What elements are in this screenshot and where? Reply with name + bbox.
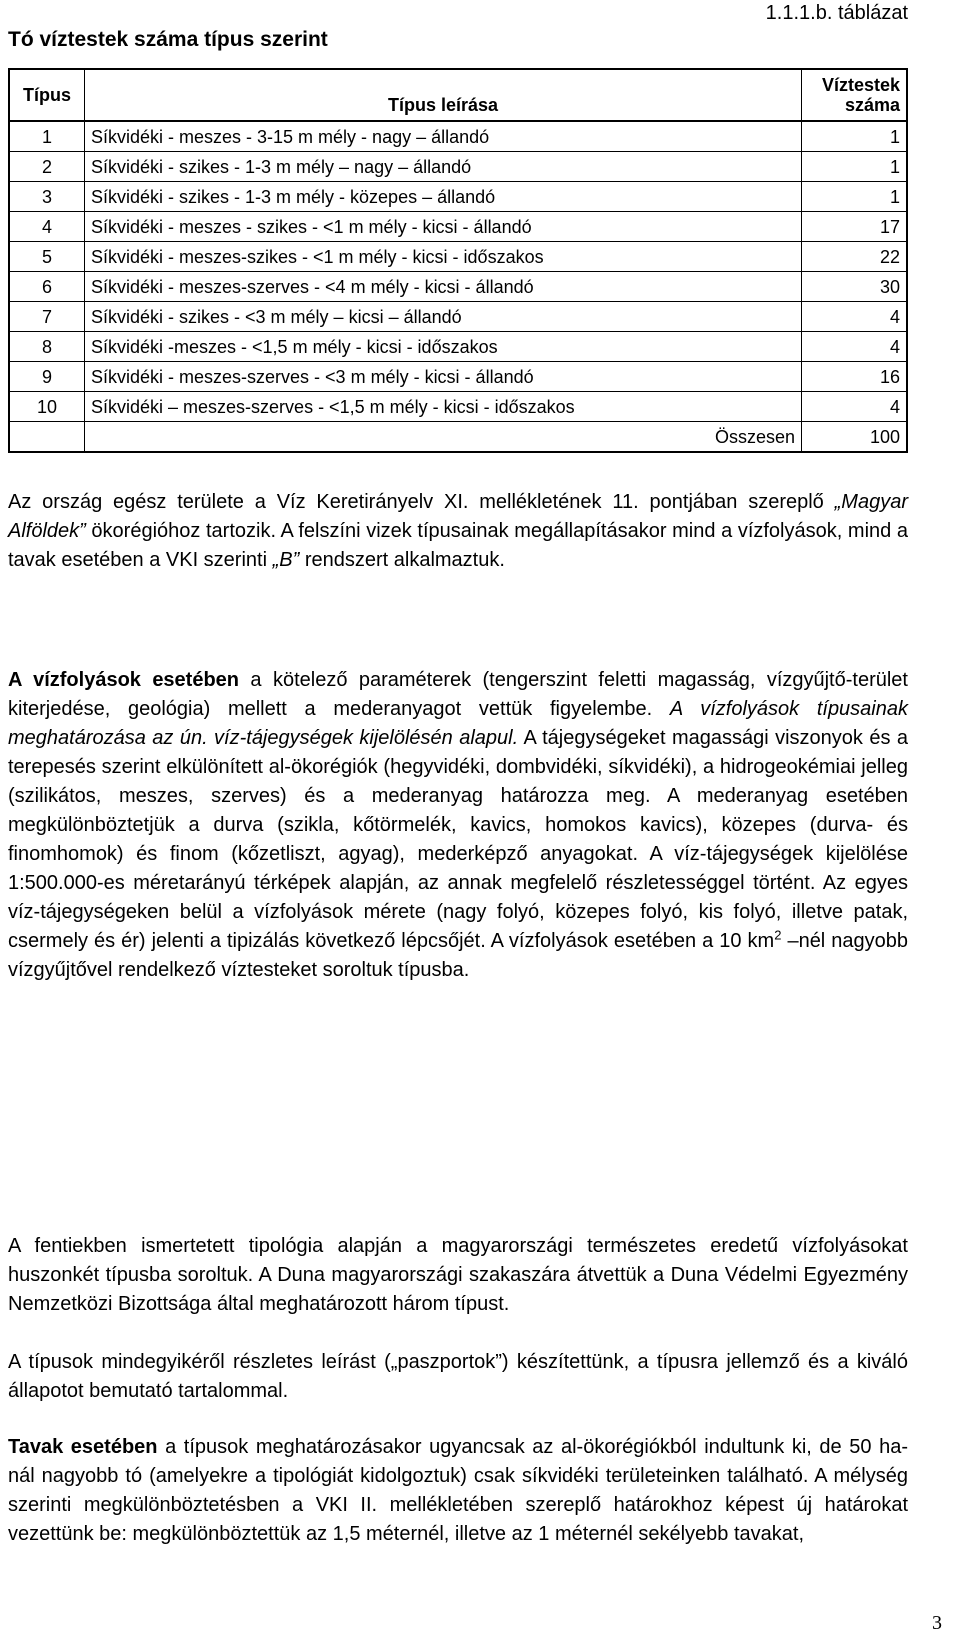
row-type: 1 [9, 121, 85, 152]
paragraph-passports [8, 1348, 908, 1406]
table-row [9, 272, 907, 302]
row-description: Síkvidéki - meszes-szikes - <1 m mély - kicsi - időszakos [85, 242, 802, 272]
row-type: 5 [9, 242, 85, 272]
table-row [9, 121, 907, 152]
row-type: 3 [9, 182, 85, 212]
superscript: 2 [774, 927, 782, 943]
row-description: Síkvidéki - szikes - 1-3 m mély - közepes – állandó [85, 182, 802, 212]
page-number: 3 [932, 1612, 942, 1634]
table-total-row [9, 422, 907, 453]
table-header-row [8, 0, 908, 60]
table-row [9, 152, 907, 182]
column-header-type: Típus [9, 69, 85, 121]
row-count: 1 [802, 121, 908, 152]
row-count: 4 [802, 332, 908, 362]
text-run: A fentiekben ismertetett tipológia alapján a magyarországi természetes eredetű vízfolyásokat huszonkét típusba soroltuk. A Duna magyarországi szakaszára átvettük a Duna Védelmi Egyezmény Nemzetközi Bizottsága által meghatározott három típust. [8, 1235, 908, 1315]
total-label: Összesen [85, 422, 802, 453]
column-header-count: Víztestek száma [802, 69, 908, 121]
table-row [9, 302, 907, 332]
paragraph-ecoregion [8, 488, 908, 575]
table-row [9, 242, 907, 272]
table-title: Tó víztestek száma típus szerint [8, 28, 328, 51]
table-row [9, 392, 907, 422]
paragraph-typology [8, 1232, 908, 1319]
table-row [9, 182, 907, 212]
paragraph-lakes [8, 1433, 908, 1549]
text-run: ökorégióhoz tartozik. A felszíni vizek típusainak megállapításakor mind a vízfolyások, mind a tavak esetében a VKI szerinti [8, 520, 908, 571]
row-description: Síkvidéki -meszes - <1,5 m mély - kicsi - időszakos [85, 332, 802, 362]
row-count: 22 [802, 242, 908, 272]
row-type: 6 [9, 272, 85, 302]
row-type: 7 [9, 302, 85, 332]
row-type: 4 [9, 212, 85, 242]
table-header [9, 69, 907, 121]
row-description: Síkvidéki – meszes-szerves - <1,5 m mély - kicsi - időszakos [85, 392, 802, 422]
row-description: Síkvidéki - meszes - szikes - <1 m mély - kicsi - állandó [85, 212, 802, 242]
column-header-description: Típus leírása [85, 69, 802, 121]
bold-run: A vízfolyások esetében [8, 669, 240, 691]
lake-types-table [8, 68, 908, 453]
table-row [9, 332, 907, 362]
row-count: 30 [802, 272, 908, 302]
total-value: 100 [802, 422, 908, 453]
table-row [9, 212, 907, 242]
text-run: –nél nagyobb vízgyűjtővel rendelkező víztesteket soroltuk típusba. [8, 930, 908, 981]
text-run: Az ország egész területe a Víz Keretirányelv XI. mellékletének 11. pontjában szereplő [8, 491, 835, 513]
italic-run: „Magyar Alföldek” [8, 491, 908, 542]
italic-run: „B” [272, 549, 300, 571]
text-run: a kötelező paraméterek (tengerszint feletti magasság, vízgyűjtő-terület kiterjedése, geológia) mellett a mederanyagot vettük figyelembe. [8, 669, 908, 720]
row-count: 1 [802, 152, 908, 182]
row-description: Síkvidéki - meszes-szerves - <3 m mély - kicsi - állandó [85, 362, 802, 392]
row-count: 4 [802, 392, 908, 422]
row-count: 17 [802, 212, 908, 242]
italic-run: A vízfolyások típusainak meghatározása az ún. víz-tájegységek kijelölésén alapul. [8, 698, 908, 749]
row-type: 8 [9, 332, 85, 362]
row-type: 10 [9, 392, 85, 422]
text-run: a típusok meghatározásakor ugyancsak az al-ökorégiókból indultunk ki, de 50 ha-nál nagyobb tó (amelyekre a tipológiát kidolgoztuk) csak síkvidéki területeinken található. A mélység szerinti megkülönböztetésben a VKI II. mellékletében szereplő határokhoz képest új határokat vezettünk be: megkülönböztettük az 1,5 méternél, illetve az 1 méternél sekélyebb tavakat, [8, 1436, 908, 1545]
row-description: Síkvidéki - meszes - 3-15 m mély - nagy – állandó [85, 121, 802, 152]
row-description: Síkvidéki - szikes - 1-3 m mély – nagy – állandó [85, 152, 802, 182]
text-run: A típusok mindegyikéről részletes leírást („paszportok”) készítettünk, a típusra jellemző és a kiváló állapotot bemutató tartalommal. [8, 1351, 908, 1402]
row-type: 2 [9, 152, 85, 182]
bold-run: Tavak esetében [8, 1436, 158, 1458]
table-reference: 1.1.1.b. táblázat [765, 2, 908, 24]
row-description: Síkvidéki - meszes-szerves - <4 m mély - kicsi - állandó [85, 272, 802, 302]
row-count: 1 [802, 182, 908, 212]
row-description: Síkvidéki - szikes - <3 m mély – kicsi – állandó [85, 302, 802, 332]
row-count: 16 [802, 362, 908, 392]
text-run: A tájegységeket magassági viszonyok és a terepesés szerint elkülönített al-ökorégiók (hegyvidéki, dombvidéki, síkvidéki), a hidrogeokémiai jelleg (szilikátos, meszes, szerves) és a mederanyag határozza meg. A mederanyag esetében megkülönböztetjük a durva (szikla, kőtörmelék, kavics, homokos kavics), közepes (durva- és finomhomok) és finom (kőzetliszt, agyag), mederképző anyagokat. A víz-tájegységek kijelölése 1:500.000-es méretarányú térképek alapján, az annak megfelelő részletességgel történt. Az egyes víz-tájegységeken belül a vízfolyások mérete (nagy folyó, közepes folyó, kis folyó, illetve patak, csermely és ér) jelenti a tipizálás következő lépcsőjét. A vízfolyások esetében a 10 km [8, 727, 908, 952]
text-run: rendszert alkalmaztuk. [299, 549, 505, 571]
total-empty-cell [9, 422, 85, 453]
row-count: 4 [802, 302, 908, 332]
paragraph-watercourses [8, 666, 908, 985]
table-row [9, 362, 907, 392]
row-type: 9 [9, 362, 85, 392]
